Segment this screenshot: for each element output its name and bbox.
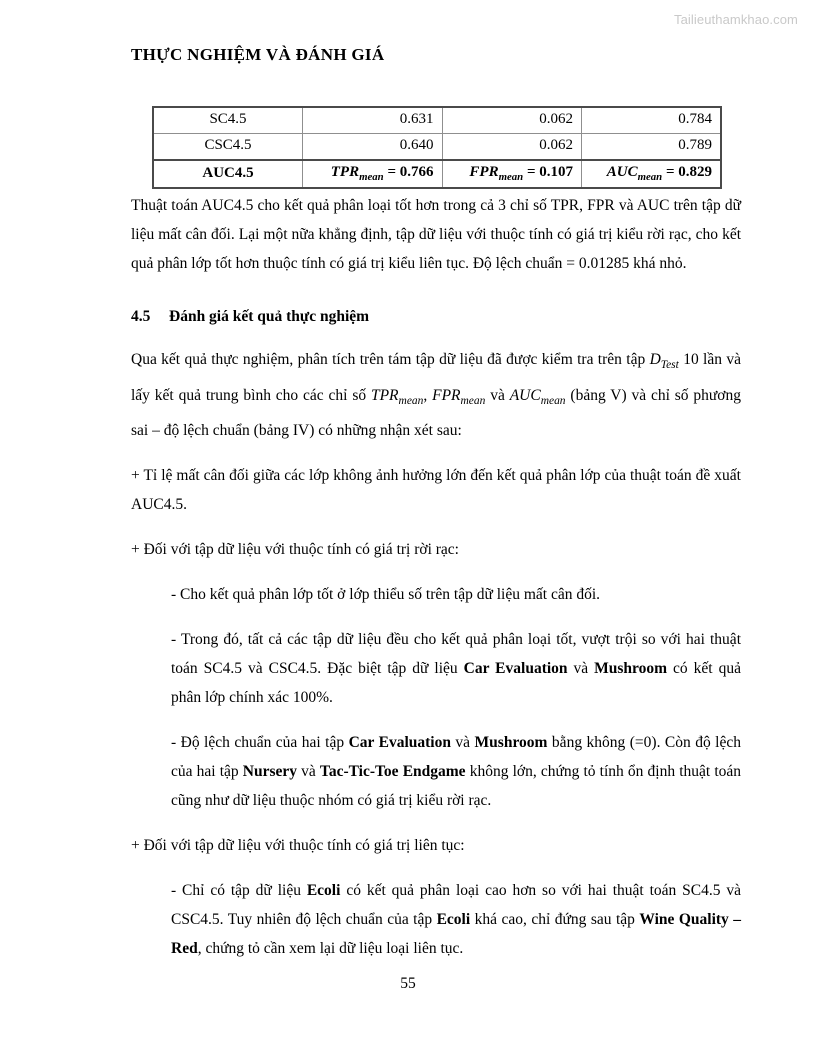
dataset-name-ecoli: Ecoli [306,881,341,899]
paragraph-minority-class-result: - Cho kết quả phân lớp tốt ở lớp thiểu số trên tập dữ liệu mất cân đối. [171,585,601,603]
tpr-mean-value: = 0.766 [387,164,434,180]
text-fragment: , chứng tỏ cần xem lại dữ liệu loại liên tục. [197,939,464,957]
table-row [153,134,721,161]
table-cell-fpr: 0.062 [442,107,582,134]
paragraph-imbalance-ratio: + Tỉ lệ mất cân đối giữa các lớp không ảnh hưởng lớn đến kết quả phân lớp của thuật toán đề xuất AUC4.5. [131,466,741,513]
text-fragment: và [485,386,510,404]
text-fragment: - Trong đó, tất cả các tập dữ liệu đều cho kết quả phân loại tốt, vượt trội so với hai thuật toán SC4.5 và CSC4.5. Đặc biệt tập dữ liệu [171,630,741,677]
text-fragment: - Độ lệch chuẩn của hai tập [171,733,349,751]
text-fragment: - Chỉ có tập dữ liệu [171,881,307,899]
section-title: Đánh giá kết quả thực nghiệm [169,308,370,326]
paragraph-discrete-attributes-intro: + Đối với tập dữ liệu với thuộc tính có giá trị rời rạc: [131,540,459,558]
table-cell-tpr: 0.640 [303,134,443,161]
text-fragment: có kết quả phân loại cao hơn so với hai thuật toán SC4.5 và CSC4.5. Tuy nhiên độ lệch chuẩn của tập [171,881,741,928]
running-head-title: THỰC NGHIỆM VÀ ĐÁNH GIÁ [131,45,385,64]
text-fragment: , [423,386,433,404]
table-cell-auc-mean [582,160,722,188]
text-fragment: khá cao, chỉ đứng sau tập [470,910,640,928]
dataset-name-car-evaluation: Car Evaluation [463,659,568,677]
table-cell-fpr: 0.062 [442,134,582,161]
text-fragment: không lớn, chứng tỏ tính ổn định thuật toán cũng như dữ liệu thuộc nhóm có giá trị kiểu rời rạc. [171,762,741,809]
page-number: 55 [400,975,416,992]
fpr-mean-symbol: $FPR_{mean}$ [469,164,524,183]
auc-mean-value: = 0.829 [665,164,712,180]
table-cell-fpr-mean [442,160,582,188]
paragraph-experiment-overview [131,345,741,444]
text-fragment: (bảng V) và chỉ số phương sai – độ lệch chuẩn (bảng IV) có những nhận xét sau: [131,386,741,439]
table-cell-algorithm-name: CSC4.5 [153,134,303,161]
section-heading-4-5 [131,305,741,329]
text-fragment: Qua kết quả thực nghiệm, phân tích trên tám tập dữ liệu đã được kiểm tra trên tập [131,351,650,369]
paragraph-standard-deviation [171,728,741,815]
table-cell-tpr: 0.631 [303,107,443,134]
paragraph-results-summary: Thuật toán AUC4.5 cho kết quả phân loại tốt hơn trong cả 3 chỉ số TPR, FPR và AUC trên tập dữ liệu mất cân đối. Lại một nữa khẳng định, tập dữ liệu với thuộc tính có giá trị kiểu rời rạc, cho kết quả phân lớp tốt hơn thuộc tính có giá trị kiểu liên tục. Độ lệch chuẩn = 0.01285 khá nhỏ. [131,197,741,273]
text-fragment: và [567,659,595,677]
auc-mean-symbol: $AUC_{mean}$ [606,164,663,183]
text-fragment: và [450,733,475,751]
auc-mean-symbol: $AUC_{mean}$ [509,386,566,407]
dataset-name-car-evaluation: Car Evaluation [348,733,451,751]
table-cell-tpr-mean [303,160,443,188]
fpr-mean-value: = 0.107 [526,164,573,180]
table-row [153,107,721,134]
dataset-name-nursery: Nursery [242,762,298,780]
table-row-highlight [153,160,721,188]
tpr-mean-symbol: $TPR_{mean}$ [370,386,424,407]
table-cell-auc: 0.784 [582,107,722,134]
section-number: 4.5 [131,308,151,326]
page-content [131,106,741,963]
dtest-symbol: $D_{Test}$ [649,351,679,372]
paragraph-continuous-attributes-intro: + Đối với tập dữ liệu với thuộc tính có giá trị liên tục: [131,836,465,854]
text-fragment: có kết quả phân lớp chính xác 100%. [171,659,741,706]
fpr-mean-symbol: $FPR_{mean}$ [432,386,486,407]
table-cell-algorithm-name: SC4.5 [153,107,303,134]
text-fragment: 10 lần và lấy kết quả trung bình cho các chỉ số [131,351,741,404]
table-cell-algorithm-name: AUC4.5 [153,160,303,188]
dataset-name-wine-quality-red: Wine Quality – Red [171,910,741,957]
dataset-name-ecoli: Ecoli [436,910,471,928]
watermark-text: Tailieuthamkhao.com [673,12,798,27]
tpr-mean-symbol: $TPR_{mean}$ [330,164,384,183]
text-fragment: bằng không (=0). Còn độ lệch của hai tập [171,733,741,780]
dataset-name-mushroom: Mushroom [594,659,668,677]
results-table [152,106,722,189]
paragraph-ecoli-analysis [171,876,741,963]
dataset-name-mushroom: Mushroom [474,733,548,751]
text-fragment: và [297,762,320,780]
dataset-name-tic-tac-toe: Tac-Tic-Toe Endgame [319,762,466,780]
paragraph-dataset-comparison [171,625,741,712]
table-cell-auc: 0.789 [582,134,722,161]
